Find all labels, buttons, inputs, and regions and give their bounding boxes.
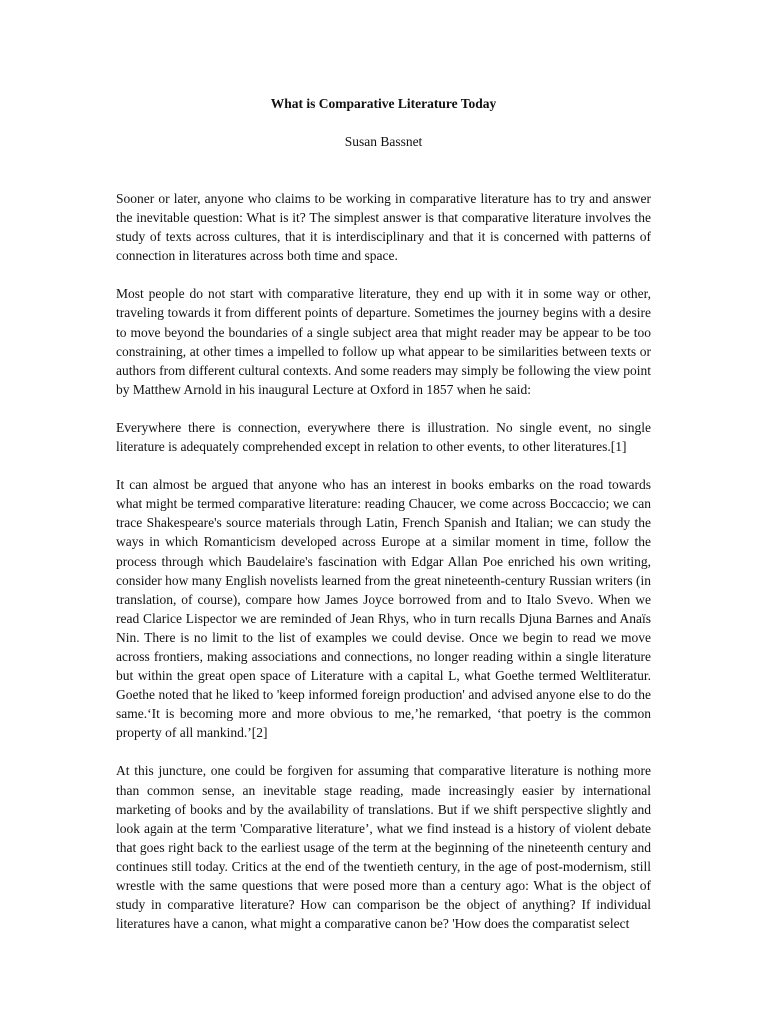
document-title: What is Comparative Literature Today xyxy=(270,96,497,111)
document-author: Susan Bassnet xyxy=(344,134,423,149)
paragraph-3: It can almost be argued that anyone who has an interest in books embarks on the road towards what might be termed comparative literature: reading Chaucer, we come across Boccaccio; we can trace Shakespeare's source materials through Latin, French Spanish and Italian; we can study the ways in which Romanticism developed across Europe at a similar moment in time, follow the process through which Baudelaire's fascination with Edgar Allan Poe enriched his own writing, consider how many English novelists learned from the great nineteenth-century Russian writers (in translation, of course), compare how James Joyce borrowed from and to Italo Svevo. When we read Clarice Lispector we are reminded of Jean Rhys, who in turn recalls Djuna Barnes and Anaïs Nin. There is no limit to the list of examples we could devise. Once we begin to read we move across frontiers, making associations and connections, no longer reading within a single literature but within the great open space of Literature with a capital L, what Goethe termed Weltliteratur. Goethe noted that he liked to 'keep informed foreign production' and advised anyone else to do the same.‘It is becoming more and more obvious to me,’he remarked, ‘that poetry is the common property of all mankind.’[2] xyxy=(116,477,651,741)
document-page xyxy=(116,94,651,952)
paragraph-1: Sooner or later, anyone who claims to be working in comparative literature has to try and answer the inevitable question: What is it? The simplest answer is that comparative literature involves the study of texts across cultures, that it is interdisciplinary and that it is concerned with patterns of connection in literatures across both time and space. xyxy=(116,191,651,264)
paragraph-4: At this juncture, one could be forgiven for assuming that comparative literature is nothing more than common sense, an inevitable stage reading, made increasingly easier by international marketing of books and by the availability of translations. But if we shift perspective slightly and look again at the term 'Comparative literature’, what we find instead is a history of violent debate that goes right back to the earliest usage of the term at the beginning of the nineteenth century and continues still today. Critics at the end of the twentieth century, in the age of post-modernism, still wrestle with the same questions that were posed more than a century ago: What is the object of study in comparative literature? How can comparison be the object of anything? If individual literatures have a canon, what might a comparative canon be? 'How does the comparatist select xyxy=(116,763,651,932)
document-body xyxy=(116,189,651,933)
paragraph-2: Most people do not start with comparative literature, they end up with it in some way or other, traveling towards it from different points of departure. Sometimes the journey begins with a desire to move beyond the boundaries of a single subject area that might reader may be appear to be too constraining, at other times a impelled to follow up what appear to be similarities between texts or authors from different cultural contexts. And some readers may simply be following the view point by Matthew Arnold in his inaugural Lecture at Oxford in 1857 when he said: xyxy=(116,286,651,397)
quotation-arnold: Everywhere there is connection, everywhere there is illustration. No single event, no single literature is adequately comprehended except in relation to other events, to other literatures.[1] xyxy=(116,419,651,455)
